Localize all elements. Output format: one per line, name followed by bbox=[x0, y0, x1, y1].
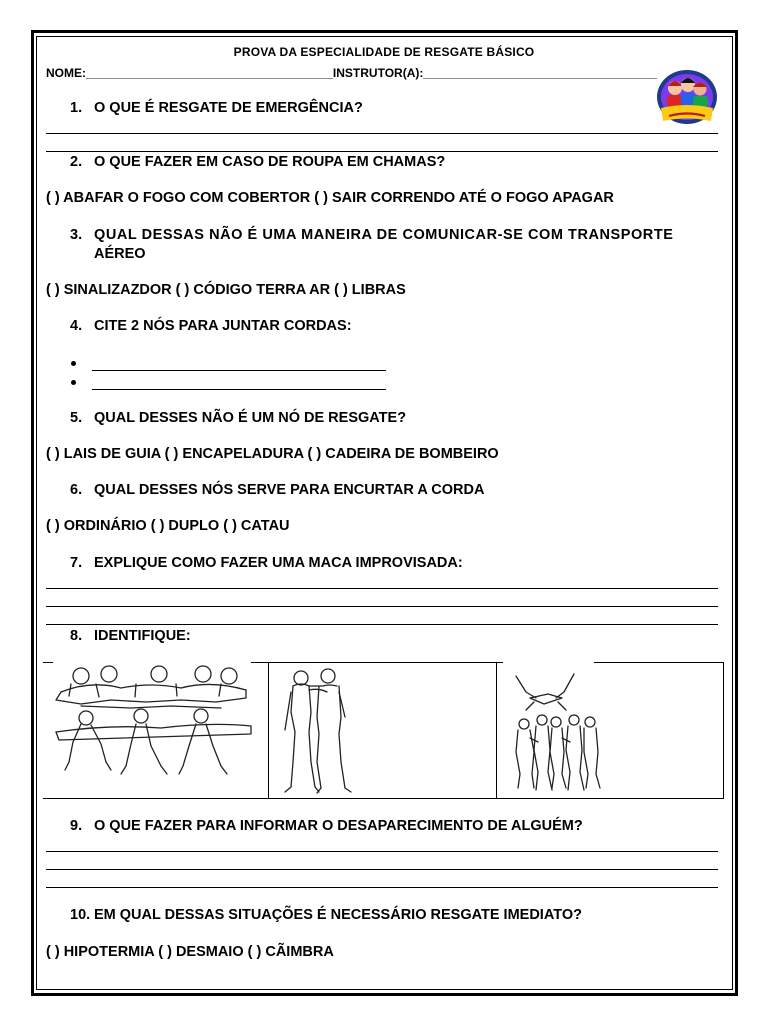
options-q5[interactable]: ( ) LAIS DE GUIA ( ) ENCAPELADURA ( ) CADEIRA DE BOMBEIRO bbox=[46, 446, 499, 462]
question-8: 8. IDENTIFIQUE: bbox=[70, 628, 191, 644]
answer-line[interactable] bbox=[46, 606, 718, 607]
group-carry-drawing bbox=[51, 662, 261, 799]
question-4: 4. CITE 2 NÓS PARA JUNTAR CORDAS: bbox=[70, 318, 352, 334]
question-9: 9. O QUE FAZER PARA INFORMAR O DESAPARECIMENTO DE ALGUÉM? bbox=[70, 818, 583, 834]
chair-carry-drawing bbox=[504, 662, 718, 799]
page-title: PROVA DA ESPECIALIDADE DE RESGATE BÁSICO bbox=[233, 45, 535, 59]
question-6: 6. QUAL DESSES NÓS SERVE PARA ENCURTAR A CORDA bbox=[70, 482, 485, 498]
answer-line[interactable] bbox=[46, 151, 718, 152]
question-3: 3. QUAL DESSAS NÃO É UMA MANEIRA DE COMUNICAR-SE COM TRANSPORTE bbox=[70, 227, 674, 243]
page-border-inner bbox=[36, 36, 733, 990]
bullet-icon bbox=[71, 361, 76, 366]
club-logo-icon bbox=[655, 66, 719, 126]
question-1: 1. O QUE É RESGATE DE EMERGÊNCIA? bbox=[70, 100, 363, 116]
answer-line[interactable] bbox=[46, 133, 718, 134]
question-2: 2. O QUE FAZER EM CASO DE ROUPA EM CHAMAS? bbox=[70, 154, 446, 170]
answer-line[interactable] bbox=[92, 389, 386, 390]
name-instructor-field[interactable]: NOME:_____________________________________INSTRUTOR(A):___________________________________ bbox=[46, 66, 657, 80]
question-5: 5. QUAL DESSES NÃO É UM NÓ DE RESGATE? bbox=[70, 410, 407, 426]
answer-line[interactable] bbox=[46, 588, 718, 589]
question-10: 10. EM QUAL DESSAS SITUAÇÕES É NECESSÁRIO RESGATE IMEDIATO? bbox=[70, 907, 582, 923]
identify-images-table bbox=[43, 662, 724, 799]
answer-line[interactable] bbox=[46, 887, 718, 888]
answer-line[interactable] bbox=[92, 370, 386, 371]
answer-line[interactable] bbox=[46, 851, 718, 852]
question-3-continued: AÉREO bbox=[94, 246, 146, 262]
bullet-icon bbox=[71, 380, 76, 385]
options-q3[interactable]: ( ) SINALIZAZDOR ( ) CÓDIGO TERRA AR ( ) LIBRAS bbox=[46, 282, 406, 298]
options-q10[interactable]: ( ) HIPOTERMIA ( ) DESMAIO ( ) CÃIMBRA bbox=[46, 944, 334, 960]
shoulder-support-drawing bbox=[279, 662, 489, 799]
question-7: 7. EXPLIQUE COMO FAZER UMA MACA IMPROVISADA: bbox=[70, 555, 463, 571]
options-q2[interactable]: ( ) ABAFAR O FOGO COM COBERTOR ( ) SAIR CORRENDO ATÉ O FOGO APAGAR bbox=[46, 190, 614, 206]
answer-line[interactable] bbox=[46, 869, 718, 870]
options-q6[interactable]: ( ) ORDINÁRIO ( ) DUPLO ( ) CATAU bbox=[46, 518, 290, 534]
answer-line[interactable] bbox=[46, 624, 718, 625]
